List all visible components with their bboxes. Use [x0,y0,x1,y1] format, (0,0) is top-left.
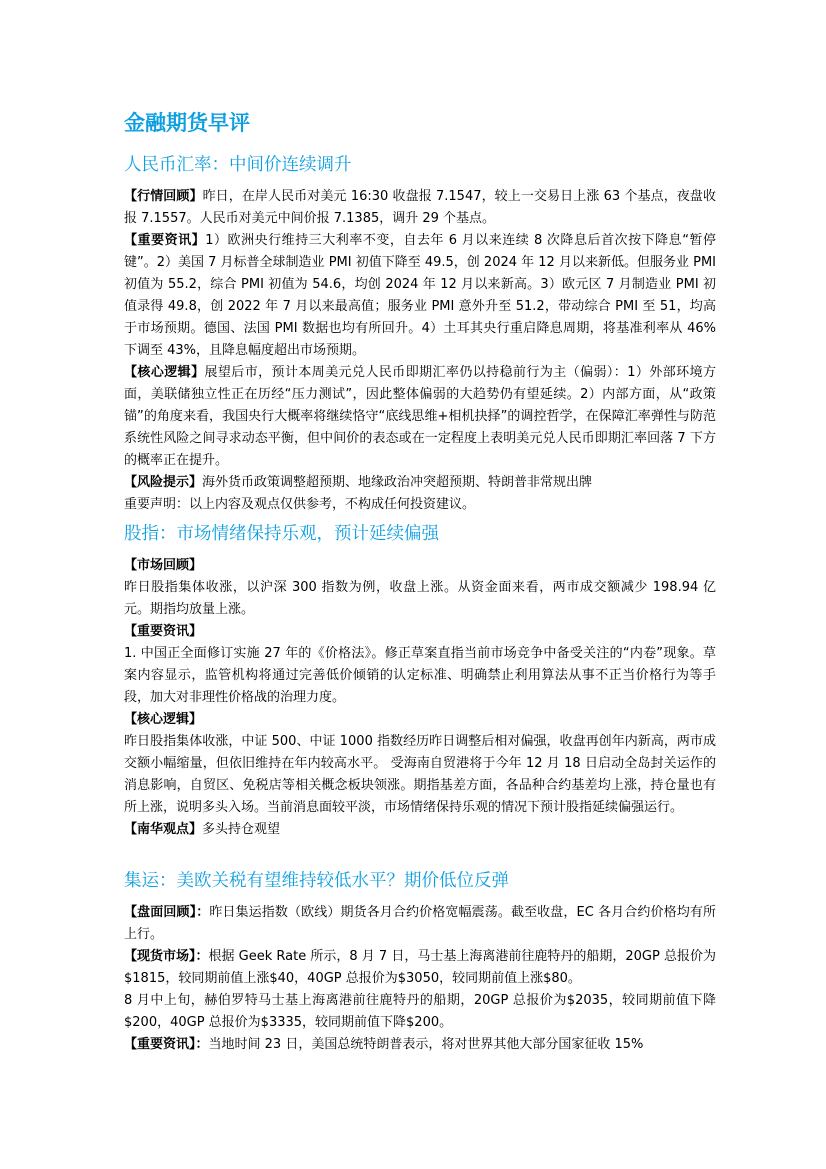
section-heading-stock-index: 股指：市场情绪保持乐观，预计延续偏强 [124,524,439,544]
paragraph-core-logic [124,362,716,472]
paragraph-text: 多头持仓观望 [202,822,281,837]
paragraph-key-news [124,643,716,709]
paragraph-tag: 【重要资讯】 [124,624,203,639]
paragraph-text: 昨日集运指数（欧线）期货各月合约价格宽幅震荡。截至收盘，EC 各月合约价格均有所上行。 [124,905,716,942]
paragraph-tag: 【风险提示】 [124,475,203,490]
paragraph-core-logic [124,731,716,819]
paragraph-tag: 【重要资讯】 [124,233,206,248]
paragraph-text: 昨日股指集体收涨，以沪深 300 指数为例，收盘上涨。从资金面来看，两市成交额减少 198.94 亿元。期指均放量上涨。 [124,580,716,617]
paragraph-text: 海外货币政策调整超预期、地缘政治冲突超预期、特朗普非常规出牌 [202,475,593,490]
paragraph-tag: 【行情回顾】 [124,189,203,204]
paragraph-tag: 【重要资讯】： [124,1037,209,1052]
paragraph-text: 昨日，在岸人民币对美元 16:30 收盘报 7.1547，较上一交易日上涨 63 个基点，夜盘收报 7.1557。人民币对美元中间价报 7.1385，调升 29 个基点。 [124,189,716,226]
paragraph-market-review [124,902,716,946]
section-body-shipping [124,902,716,1056]
paragraph-text: 展望后市，预计本周美元兑人民币即期汇率仍以持稳前行为主（偏弱）：1）外部环境方面，美联储独立性正在历经“压力测试”，因此整体偏弱的大趋势仍有望延续。2）内部方面，从“政策锚”的角度来看，我国央行大概率将继续恪守“底线思维+相机抉择”的调控哲学，在保障汇率弹性与防范系统性风险之间寻求动态平衡，但中间价的表态或在一定程度上表明美元兑人民币即期汇率回落 7 下方的概率正在提升。 [124,365,716,468]
paragraph-text: 当地时间 23 日，美国总统特朗普表示，将对世界其他大部分国家征收 15% [208,1037,644,1052]
paragraph-spot-market [124,946,716,990]
paragraph-nanhua-view [124,819,716,841]
document-title: 金融期货早评 [124,111,250,135]
paragraph-market-review-label [124,555,716,577]
paragraph-core-logic-label [124,709,716,731]
paragraph-text: 重要声明：以上内容及观点仅供参考，不构成任何投资建议。 [124,497,476,512]
paragraph-market-review [124,186,716,230]
paragraph-key-news-label [124,621,716,643]
section-body-rmb [124,186,716,516]
section-body-stock-index [124,555,716,841]
paragraph-text: 根据 Geek Rate 所示，8 月 7 日，马士基上海离港前往鹿特丹的船期，20GP 总报价为$1815，较同期前值上涨$40，40GP 总报价为$3050，较同期前值上涨$80。 [124,949,716,986]
paragraph-disclaimer [124,494,716,516]
paragraph-market-review [124,577,716,621]
paragraph-tag: 【核心逻辑】 [124,712,203,727]
paragraph-tag: 【核心逻辑】 [124,365,205,380]
paragraph-key-news [124,230,716,362]
paragraph-spot-market-continued [124,990,716,1034]
paragraph-text: 8 月中上旬，赫伯罗特马士基上海离港前往鹿特丹的船期，20GP 总报价为$2035，较同期前值下降$200，40GP 总报价为$3335，较同期前值下降$200。 [124,993,716,1030]
paragraph-tag: 【现货市场】： [124,949,209,964]
paragraph-tag: 【盘面回顾】： [124,905,210,920]
paragraph-tag: 【南华观点】 [124,822,203,837]
section-heading-shipping: 集运：美欧关税有望维持较低水平？期价低位反弹 [124,871,509,891]
paragraph-text: 昨日股指集体收涨，中证 500、中证 1000 指数经历昨日调整后相对偏强，收盘再创年内新高，两市成交额小幅缩量，但依旧维持在年内较高水平。 受海南自贸港将于今年 12 月 18 日启动全岛封关运作的消息影响，自贸区、免税店等相关概念板块领涨。期指基差方面，各品种合约基差均上涨，持仓量也有所上涨，说明多头入场。当前消息面较平淡，市场情绪保持乐观的情况下预计股指延续偏强运行。 [124,734,716,815]
section-heading-rmb: 人民币汇率：中间价连续调升 [124,155,352,175]
paragraph-text: 1）欧洲央行维持三大利率不变，自去年 6 月以来连续 8 次降息后首次按下降息“暂停键”。2）美国 7 月标普全球制造业 PMI 初值下降至 49.5，创 2024 年 12 月以来新低。但服务业 PMI 初值为 55.2，综合 PMI 初值为 54.6，均创 2024 年 12 月以来新高。3）欧元区 7 月制造业 PMI 初值录得 49.8，创 2022 年 7 月以来最高值；服务业 PMI 意外升至 51.2，带动综合 PMI 至 51，均高于市场预期。德国、法国 PMI 数据也均有所回升。4）土耳其央行重启降息周期，将基准利率从 46%下调至 43%，且降息幅度超出市场预期。 [124,233,716,358]
paragraph-risk-warning [124,472,716,494]
paragraph-key-news [124,1034,716,1056]
paragraph-tag: 【市场回顾】 [124,558,203,573]
paragraph-text: 1. 中国正全面修订实施 27 年的《价格法》。修正草案直指当前市场竞争中备受关注的“内卷”现象。草案内容显示，监管机构将通过完善低价倾销的认定标准、明确禁止利用算法从事不正当价格行为等手段，加大对非理性价格战的治理力度。 [124,646,716,705]
